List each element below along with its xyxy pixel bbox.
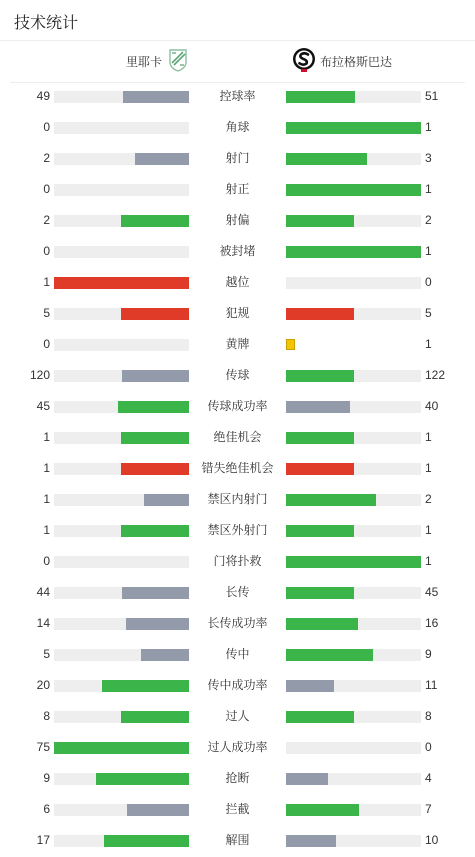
stat-label: 禁区外射门	[207, 523, 268, 537]
stat-row	[0, 298, 475, 329]
away-stat-bar-fill	[286, 370, 354, 382]
yellow-card-icon	[286, 339, 295, 350]
stat-label: 射正	[225, 182, 250, 196]
home-stat-bar	[54, 835, 189, 847]
away-stat-value: 1	[425, 244, 432, 258]
away-stat-bar-fill	[286, 773, 328, 785]
away-stat-bar-fill	[286, 835, 336, 847]
home-stat-value: 0	[43, 554, 50, 568]
stat-row	[0, 670, 475, 701]
stat-label: 传中成功率	[207, 678, 268, 692]
stat-label: 过人成功率	[207, 740, 268, 754]
away-stat-bar-fill	[286, 246, 421, 258]
away-stat-value: 45	[425, 585, 439, 599]
home-stat-bar-fill	[102, 680, 189, 692]
stat-label: 长传成功率	[207, 616, 268, 630]
home-stat-bar-fill	[121, 215, 189, 227]
stat-row	[0, 205, 475, 236]
home-stat-bar	[54, 680, 189, 692]
away-stat-bar-fill	[286, 401, 350, 413]
away-stat-bar-fill	[286, 215, 354, 227]
stat-label: 传中	[225, 647, 250, 661]
away-stat-bar-fill	[286, 494, 376, 506]
home-stat-bar-fill	[121, 525, 189, 537]
stat-row	[0, 112, 475, 143]
away-stat-bar-fill	[286, 804, 359, 816]
home-stat-value: 5	[43, 647, 50, 661]
away-stat-value: 1	[425, 554, 432, 568]
home-stat-value: 2	[43, 151, 50, 165]
away-stat-bar	[286, 618, 421, 630]
home-stat-value: 1	[43, 523, 50, 537]
stat-label: 拦截	[225, 802, 250, 816]
away-stat-bar-fill	[286, 463, 354, 475]
away-stat-bar-fill	[286, 556, 421, 568]
away-stat-value: 8	[425, 709, 432, 723]
stat-row	[0, 267, 475, 298]
home-stat-value: 14	[36, 616, 50, 630]
stat-label: 角球	[225, 120, 250, 134]
home-team-name: 里耶卡	[126, 55, 163, 69]
stat-label: 禁区内射门	[207, 492, 268, 506]
home-stat-value: 8	[43, 709, 50, 723]
home-stat-value: 49	[36, 89, 50, 103]
home-stat-value: 9	[43, 771, 50, 785]
stat-label: 解围	[225, 833, 250, 847]
home-stat-bar	[54, 370, 189, 382]
away-stat-bar	[286, 246, 421, 258]
away-stat-bar	[286, 556, 421, 568]
stat-row	[0, 484, 475, 515]
away-stat-bar-fill	[286, 525, 354, 537]
home-stat-value: 44	[36, 585, 50, 599]
stat-label: 过人	[225, 709, 250, 723]
home-stat-value: 0	[43, 120, 50, 134]
away-stat-value: 51	[425, 89, 439, 103]
home-stat-bar	[54, 556, 189, 568]
stat-row	[0, 701, 475, 732]
away-stat-bar	[286, 711, 421, 723]
stat-row	[0, 608, 475, 639]
away-stat-bar	[286, 370, 421, 382]
home-stat-value: 120	[29, 368, 50, 382]
home-stat-bar-fill	[54, 277, 189, 289]
stat-row	[0, 143, 475, 174]
home-stat-bar	[54, 742, 189, 754]
home-stat-value: 6	[43, 802, 50, 816]
away-stat-bar	[286, 277, 421, 289]
stat-label: 射偏	[225, 213, 250, 227]
away-stat-bar-fill	[286, 711, 354, 723]
stat-row	[0, 236, 475, 267]
home-stat-value: 1	[43, 430, 50, 444]
away-stat-value: 122	[425, 368, 446, 382]
stat-label: 错失绝佳机会	[201, 461, 274, 475]
away-stat-value: 7	[425, 802, 432, 816]
home-stat-value: 17	[36, 833, 50, 847]
stat-row	[0, 515, 475, 546]
home-stat-bar	[54, 711, 189, 723]
home-stat-value: 2	[43, 213, 50, 227]
home-stat-bar-fill	[141, 649, 189, 661]
stat-label: 黄牌	[225, 337, 250, 351]
home-stat-bar-fill	[121, 463, 189, 475]
home-stat-bar	[54, 246, 189, 258]
away-stat-bar	[286, 587, 421, 599]
away-stat-bar-fill	[286, 91, 355, 103]
team-header	[10, 41, 465, 83]
away-stat-bar	[286, 153, 421, 165]
home-stat-bar-fill	[121, 711, 189, 723]
away-stat-bar-fill	[286, 153, 367, 165]
home-stat-value: 20	[36, 678, 50, 692]
stat-row	[0, 825, 475, 856]
stat-label: 被封堵	[219, 244, 256, 258]
away-stat-bar	[286, 91, 421, 103]
home-stat-bar	[54, 773, 189, 785]
page-title: 技术统计	[14, 15, 79, 32]
stat-row	[0, 546, 475, 577]
away-stat-bar	[286, 308, 421, 320]
away-stat-value: 2	[425, 492, 432, 506]
home-stat-bar	[54, 494, 189, 506]
stat-row	[0, 453, 475, 484]
stat-row	[0, 639, 475, 670]
away-team-crest-icon	[292, 47, 316, 76]
home-stat-bar	[54, 153, 189, 165]
home-team-crest-icon	[168, 48, 188, 75]
away-stat-value: 3	[425, 151, 432, 165]
home-stat-bar-fill	[123, 91, 189, 103]
home-stat-bar-fill	[126, 618, 189, 630]
home-stat-bar	[54, 463, 189, 475]
home-stat-value: 1	[43, 461, 50, 475]
away-stat-bar-fill	[286, 680, 334, 692]
away-stat-bar-fill	[286, 587, 354, 599]
header	[0, 0, 475, 41]
home-stat-bar-fill	[127, 804, 189, 816]
away-stat-value: 40	[425, 399, 439, 413]
stat-label: 传球	[225, 368, 250, 382]
stats-list	[0, 81, 475, 856]
stat-label: 控球率	[219, 89, 256, 103]
home-stat-bar-fill	[96, 773, 189, 785]
stat-row	[0, 763, 475, 794]
stat-row	[0, 577, 475, 608]
home-stat-bar-fill	[104, 835, 189, 847]
home-stat-value: 1	[43, 492, 50, 506]
away-stat-value: 1	[425, 461, 432, 475]
home-team[interactable]	[126, 41, 188, 82]
home-stat-bar	[54, 649, 189, 661]
home-stat-value: 5	[43, 306, 50, 320]
away-team[interactable]	[292, 41, 392, 82]
home-stat-bar-fill	[121, 432, 189, 444]
home-stat-value: 0	[43, 182, 50, 196]
stat-row	[0, 732, 475, 763]
home-stat-bar-fill	[122, 370, 189, 382]
away-stat-bar	[286, 432, 421, 444]
home-stat-bar	[54, 339, 189, 351]
away-stat-bar	[286, 525, 421, 537]
stat-label: 绝佳机会	[213, 430, 262, 444]
away-stat-value: 4	[425, 771, 432, 785]
home-stat-value: 0	[43, 337, 50, 351]
away-stat-bar-fill	[286, 308, 354, 320]
home-stat-bar	[54, 215, 189, 227]
home-stat-bar-fill	[118, 401, 189, 413]
away-team-name: 布拉格斯巴达	[320, 55, 393, 69]
away-stat-value: 2	[425, 213, 432, 227]
away-stat-bar	[286, 122, 421, 134]
home-stat-bar	[54, 587, 189, 599]
home-stat-bar	[54, 184, 189, 196]
stat-label: 门将扑救	[213, 554, 262, 568]
away-stat-value: 16	[425, 616, 439, 630]
away-stat-value: 1	[425, 182, 432, 196]
away-stat-value: 11	[425, 678, 438, 692]
home-stat-value: 45	[36, 399, 50, 413]
away-stat-bar-fill	[286, 649, 373, 661]
home-stat-bar	[54, 618, 189, 630]
home-stat-value: 75	[36, 740, 50, 754]
stat-row	[0, 794, 475, 825]
home-stat-bar-fill	[54, 742, 189, 754]
away-stat-bar	[286, 680, 421, 692]
away-stat-bar	[286, 804, 421, 816]
stat-row	[0, 81, 475, 112]
home-stat-bar	[54, 525, 189, 537]
stat-row	[0, 422, 475, 453]
away-stat-bar-fill	[286, 184, 421, 196]
away-stat-bar	[286, 463, 421, 475]
stat-label: 射门	[225, 151, 250, 165]
stat-label: 传球成功率	[207, 399, 268, 413]
stat-row	[0, 360, 475, 391]
home-stat-bar	[54, 401, 189, 413]
home-stat-bar	[54, 804, 189, 816]
stat-row	[0, 329, 475, 360]
away-stat-value: 10	[425, 833, 439, 847]
away-stat-value: 1	[425, 523, 432, 537]
away-stat-bar	[286, 494, 421, 506]
away-stat-bar-fill	[286, 618, 358, 630]
away-stat-value: 1	[425, 430, 432, 444]
away-stat-value: 5	[425, 306, 432, 320]
stat-row	[0, 391, 475, 422]
away-stat-value: 1	[425, 120, 432, 134]
away-stat-value: 1	[425, 337, 432, 351]
away-stat-bar-fill	[286, 122, 421, 134]
home-stat-bar	[54, 122, 189, 134]
home-stat-bar-fill	[122, 587, 189, 599]
away-stat-value: 9	[425, 647, 432, 661]
stat-label: 越位	[225, 275, 250, 289]
away-stat-bar	[286, 215, 421, 227]
stat-label: 犯规	[225, 306, 250, 320]
home-stat-bar	[54, 432, 189, 444]
home-stat-bar-fill	[121, 308, 189, 320]
stat-label: 长传	[225, 585, 250, 599]
stat-label: 抢断	[225, 771, 250, 785]
home-stat-bar	[54, 277, 189, 289]
away-stat-bar	[286, 401, 421, 413]
home-stat-value: 1	[43, 275, 50, 289]
stat-row	[0, 174, 475, 205]
home-stat-value: 0	[43, 244, 50, 258]
away-stat-value: 0	[425, 740, 432, 754]
home-stat-bar-fill	[144, 494, 189, 506]
away-stat-bar	[286, 773, 421, 785]
away-stat-value: 0	[425, 275, 432, 289]
away-stat-bar	[286, 742, 421, 754]
away-stat-bar	[286, 835, 421, 847]
home-stat-bar-fill	[135, 153, 189, 165]
home-stat-bar	[54, 91, 189, 103]
home-stat-bar	[54, 308, 189, 320]
away-stat-bar-fill	[286, 432, 354, 444]
away-stat-bar	[286, 184, 421, 196]
away-stat-bar	[286, 649, 421, 661]
